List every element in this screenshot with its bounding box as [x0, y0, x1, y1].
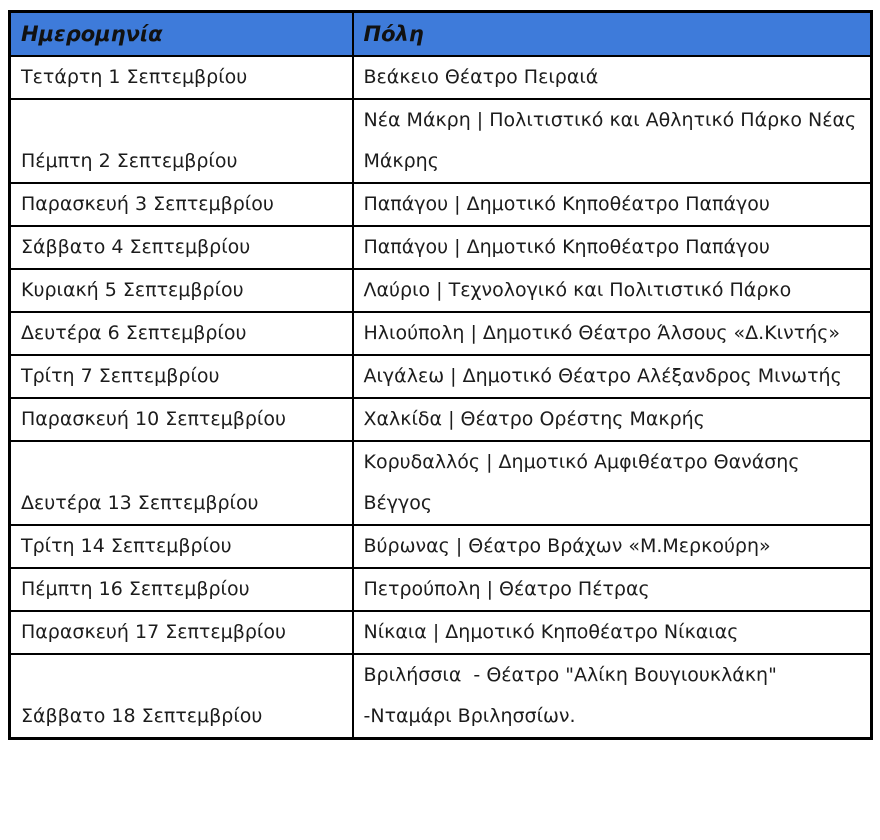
- venue-cell: Αιγάλεω | Δημοτικό Θέατρο Αλέξανδρος Μινωτής: [353, 355, 872, 398]
- venue-cell: Χαλκίδα | Θέατρο Ορέστης Μακρής: [353, 398, 872, 441]
- venue-cell: Ηλιούπολη | Δημοτικό Θέατρο Άλσους «Δ.Κιντής»: [353, 312, 872, 355]
- table-row: [10, 611, 872, 654]
- table-row: [10, 183, 872, 226]
- venue-cell: Νέα Μάκρη | Πολιτιστικό και Αθλητικό Πάρκο Νέας Μάκρης: [353, 99, 872, 183]
- date-cell: Τετάρτη 1 Σεπτεμβρίου: [10, 56, 353, 99]
- venue-cell: Βεάκειο Θέατρο Πειραιά: [353, 56, 872, 99]
- venue-cell: Παπάγου | Δημοτικό Κηποθέατρο Παπάγου: [353, 183, 872, 226]
- venue-cell: Πετρούπολη | Θέατρο Πέτρας: [353, 568, 872, 611]
- venue-cell: Νίκαια | Δημοτικό Κηποθέατρο Νίκαιας: [353, 611, 872, 654]
- header-row: [10, 12, 872, 56]
- table-row: [10, 312, 872, 355]
- date-cell: Παρασκευή 17 Σεπτεμβρίου: [10, 611, 353, 654]
- venue-cell: Κορυδαλλός | Δημοτικό Αμφιθέατρο Θανάσης Βέγγος: [353, 441, 872, 525]
- date-cell: Πέμπτη 16 Σεπτεμβρίου: [10, 568, 353, 611]
- date-cell: Τρίτη 14 Σεπτεμβρίου: [10, 525, 353, 568]
- table-row: [10, 398, 872, 441]
- venue-cell: Βύρωνας | Θέατρο Βράχων «Μ.Μερκούρη»: [353, 525, 872, 568]
- venue-cell: Λαύριο | Τεχνολογικό και Πολιτιστικό Πάρκο: [353, 269, 872, 312]
- date-cell: Δευτέρα 6 Σεπτεμβρίου: [10, 312, 353, 355]
- date-cell: Σάββατο 18 Σεπτεμβρίου: [10, 654, 353, 739]
- date-cell: Παρασκευή 3 Σεπτεμβρίου: [10, 183, 353, 226]
- date-cell: Σάββατο 4 Σεπτεμβρίου: [10, 226, 353, 269]
- schedule-table: [8, 10, 873, 740]
- column-header-date: Ημερομηνία: [10, 12, 353, 56]
- date-cell: Παρασκευή 10 Σεπτεμβρίου: [10, 398, 353, 441]
- table-row: [10, 99, 872, 183]
- date-cell: Τρίτη 7 Σεπτεμβρίου: [10, 355, 353, 398]
- table-row: [10, 441, 872, 525]
- table-row: [10, 525, 872, 568]
- date-cell: Δευτέρα 13 Σεπτεμβρίου: [10, 441, 353, 525]
- table-row: [10, 355, 872, 398]
- venue-cell: Παπάγου | Δημοτικό Κηποθέατρο Παπάγου: [353, 226, 872, 269]
- table-row: [10, 654, 872, 739]
- table-row: [10, 568, 872, 611]
- date-cell: Κυριακή 5 Σεπτεμβρίου: [10, 269, 353, 312]
- venue-cell: Βριλήσσια - Θέατρο "Αλίκη Βουγιουκλάκη" -Νταμάρι Βριλησσίων.: [353, 654, 872, 739]
- column-header-city: Πόλη: [353, 12, 872, 56]
- table-row: [10, 56, 872, 99]
- date-cell: Πέμπτη 2 Σεπτεμβρίου: [10, 99, 353, 183]
- table-row: [10, 226, 872, 269]
- table-row: [10, 269, 872, 312]
